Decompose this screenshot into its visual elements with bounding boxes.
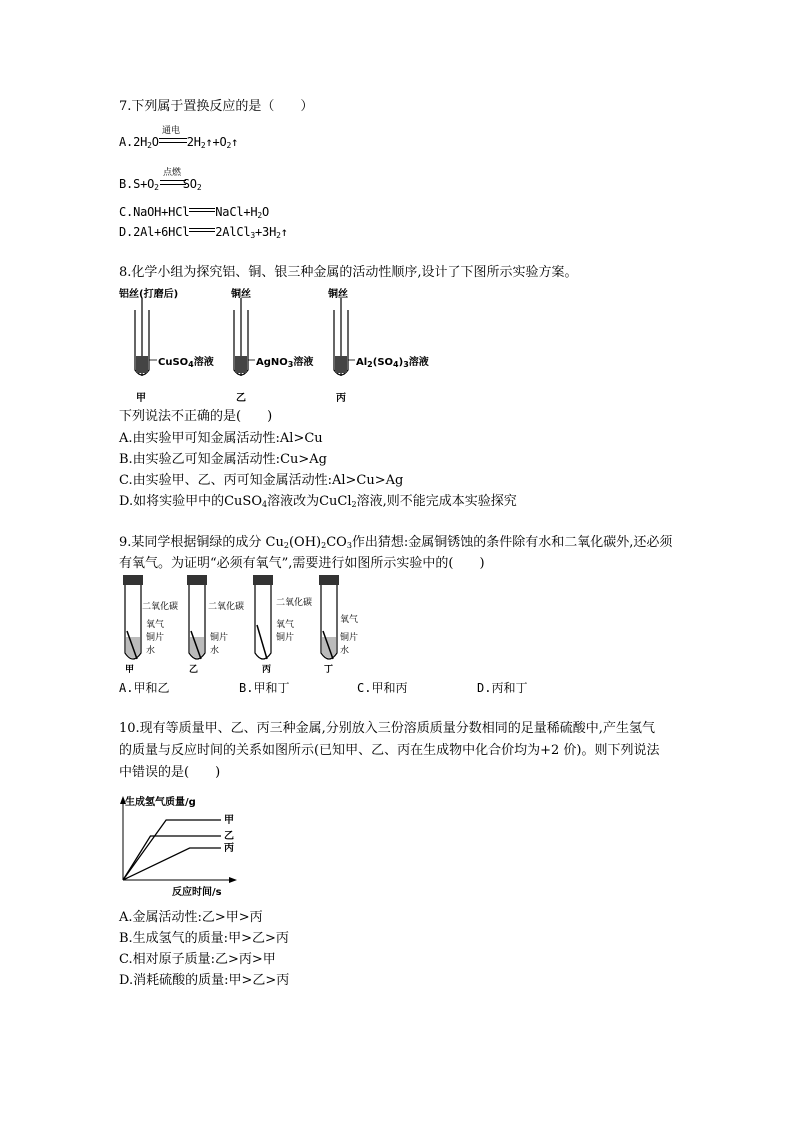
q9-option-a: A.甲和乙 xyxy=(119,681,170,695)
q7-option-b: $B.S+O_2$ $SO_2$ xyxy=(119,177,202,192)
q9-stem-line1: 9.某同学根据铜绿的成分 $Cu_2(OH)_2CO_3$作出猜想:金属铜锈蚀的条件除有水和二氧化碳外,还必须 xyxy=(119,535,673,550)
q7-c-prefix: C. xyxy=(119,205,134,219)
q8-stem: 8.化学小组为探究铝、铜、银三种金属的活动性顺序,设计了下图所示实验方案。 xyxy=(119,265,578,280)
q8-option-c: C.由实验甲、乙、丙可知金属活动性:Al>Cu>Ag xyxy=(119,473,404,488)
q8-test-tubes-figure xyxy=(115,298,435,388)
q8-tube-2 xyxy=(234,298,255,376)
q10-option-d: D.消耗硫酸的质量:甲>乙>丙 xyxy=(119,973,290,988)
q9-tube-2 xyxy=(187,575,207,659)
q8-tube2-top-label: 铜丝 xyxy=(231,289,251,300)
q10-x-axis-arrow xyxy=(229,877,237,883)
q9-tube1-label: 甲 xyxy=(125,665,135,675)
q7-a-equals-sign xyxy=(159,138,187,143)
q10-series-label-3: 丙 xyxy=(224,843,234,854)
q9-stem-line2: 有氧气。为证明“必须有氧气”,需要进行如图所示实验中的( ) xyxy=(119,556,485,571)
q10-chart-series xyxy=(123,814,234,880)
q9-tube4-label: 丁 xyxy=(324,665,334,675)
q8-option-d-part2: 溶液改为 xyxy=(267,494,320,509)
q10-series-line-1 xyxy=(123,820,221,880)
q9-tube2-cu-label: 铜片 xyxy=(210,633,229,643)
q10-option-a: A.金属活动性:乙>甲>丙 xyxy=(119,910,263,925)
q8-tube2-bottom-label: 乙 xyxy=(236,393,246,404)
q8-option-d: D.如将实验甲中的CuSO$_4$溶液改为CuCl$_2$溶液,则不能完成本实验探究 xyxy=(119,494,517,509)
q9-tube3-co2-label: 二氧化碳 xyxy=(276,598,313,608)
q9-tube2-label: 乙 xyxy=(189,665,199,675)
q9-tube4-o2-label: 氧气 xyxy=(340,615,359,625)
q9-option-b: B.甲和丁 xyxy=(239,681,290,695)
q7-option-d: D.2Al+6HCl $2AlCl_3+3H_2↑$ xyxy=(119,225,288,240)
q9-stem-1a: 9.某同学根据铜绿的成分 xyxy=(119,535,266,550)
q9-tube-4 xyxy=(319,575,339,659)
q7-a-condition: 通电 xyxy=(162,126,181,136)
q8-option-a: A.由实验甲可知金属活动性:Al>Cu xyxy=(119,431,323,446)
q7-option-c: C.NaOH+HCl $NaCl+H_2O$ xyxy=(119,205,270,220)
q9-tube3-label: 丙 xyxy=(262,665,272,675)
q10-chart-xlabel: 反应时间/s xyxy=(172,887,222,898)
q9-tube3-cu-label: 铜片 xyxy=(276,633,295,643)
q7-b-prefix: B. xyxy=(119,177,134,191)
q8-tube1-bottom-label: 甲 xyxy=(136,393,146,404)
q9-tube4-water-label: 水 xyxy=(340,646,350,656)
q10-option-b: B.生成氢气的质量:甲>乙>丙 xyxy=(119,931,289,946)
q9-tube1-water-label: 水 xyxy=(146,646,156,656)
q10-option-c: C.相对原子质量:乙>丙>甲 xyxy=(119,952,276,967)
q7-a-prefix: A. xyxy=(119,135,134,149)
q9-tube1-cu-label: 铜片 xyxy=(146,633,165,643)
q10-stem-line1: 10.现有等质量甲、乙、丙三种金属,分别放入三份溶质质量分数相同的足量稀硫酸中,产生氢气 xyxy=(119,721,655,736)
q9-tube1-o2-label: 氧气 xyxy=(146,620,165,630)
q8-tube3-top-label: 铜丝 xyxy=(328,289,348,300)
q10-stem-line3: 中错误的是( ) xyxy=(119,765,221,780)
q9-tube-1 xyxy=(123,575,143,659)
q7-d-prefix: D. xyxy=(119,225,134,239)
q9-tube-3 xyxy=(253,575,273,659)
q8-tube1-top-label: 铝丝(打磨后) xyxy=(119,289,179,300)
q9-stem-1b: 作出猜想:金属铜锈蚀的条件除有水和二氧化碳外,还必须 xyxy=(351,535,673,550)
q8-option-d-part3: 溶液,则不能完成本实验探究 xyxy=(356,494,517,509)
q7-option-a: $A.2H_2O$ $2H_2↑+O_2↑$ xyxy=(119,135,239,150)
q8-tube3-bottom-label: 丙 xyxy=(336,393,346,404)
q9-option-d: D.丙和丁 xyxy=(477,681,528,695)
q8-tube1-solution-label: CuSO$_4$溶液 xyxy=(158,357,214,369)
q8-question: 下列说法不正确的是( ) xyxy=(119,409,273,424)
q8-tube3-solution-label: $Al_2(SO_4)_3$溶液 xyxy=(356,357,429,369)
q10-chart-ylabel: 生成氢气质量/g xyxy=(125,797,196,808)
q7-stem: 7.下列属于置换反应的是（ ） xyxy=(119,99,314,114)
q10-chart-axes xyxy=(120,796,237,883)
q9-tube3-o2-label: 氧气 xyxy=(276,620,295,630)
q8-option-d-part1: D.如将实验甲中的 xyxy=(119,494,225,509)
q9-tube1-co2-label: 二氧化碳 xyxy=(142,602,179,612)
q8-tube-3 xyxy=(334,298,355,376)
q8-option-b: B.由实验乙可知金属活动性:Cu>Ag xyxy=(119,452,327,467)
q9-tube2-water-label: 水 xyxy=(210,646,220,656)
q9-tube2-co2-label: 二氧化碳 xyxy=(208,602,245,612)
q10-stem-line2: 的质量与反应时间的关系如图所示(已知甲、乙、丙在生成物中化合价均为+2 价)。则下列说法 xyxy=(119,743,660,758)
q8-tube-1 xyxy=(135,298,157,376)
q7-b-equals-sign xyxy=(160,180,186,185)
q8-tube2-solution-label: AgNO$_3$溶液 xyxy=(256,357,314,369)
q10-series-line-3 xyxy=(123,848,221,880)
q9-tube4-cu-label: 铜片 xyxy=(340,633,359,643)
q10-series-label-2: 乙 xyxy=(224,831,234,842)
q9-option-c: C.甲和丙 xyxy=(357,681,408,695)
q10-series-label-1: 甲 xyxy=(224,815,234,826)
q7-b-condition: 点燃 xyxy=(163,168,182,178)
